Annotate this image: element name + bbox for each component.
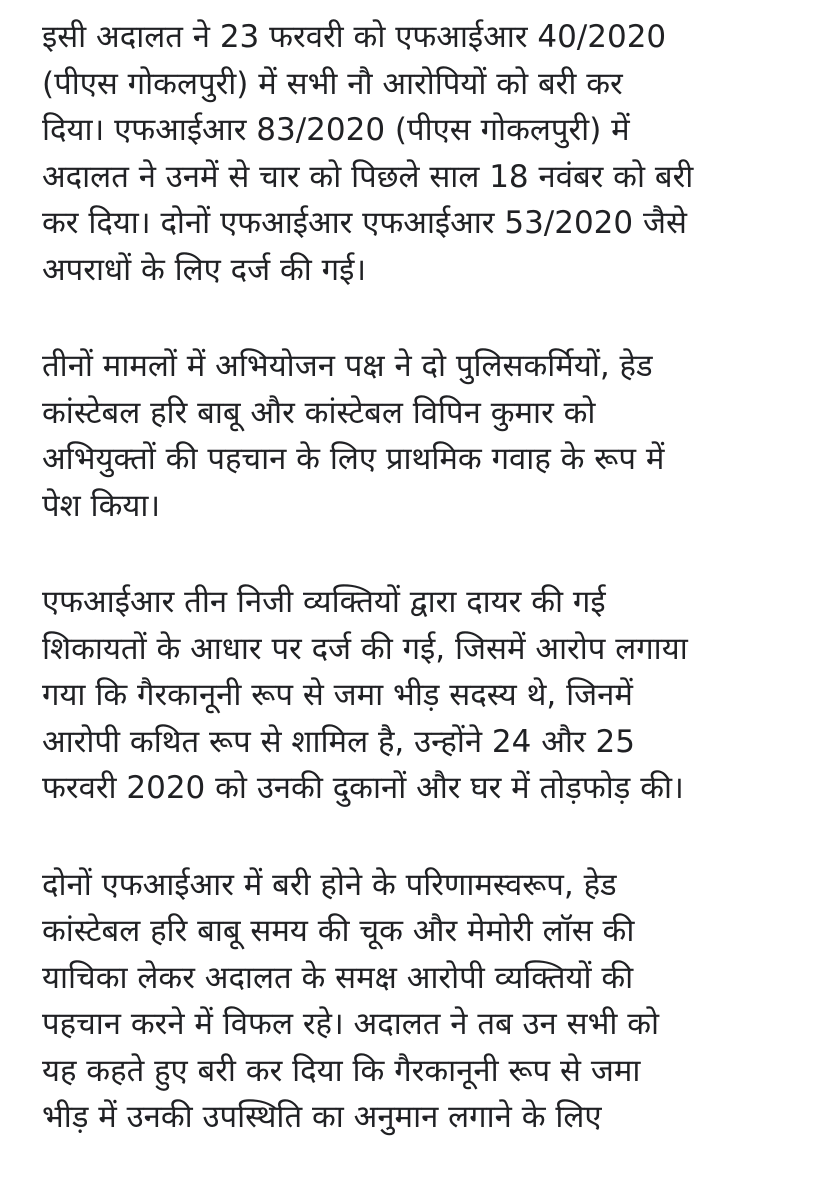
text-line: आरोपी कथित रूप से शामिल है, उन्होंने 24 और 25: [42, 723, 635, 760]
text-line: पहचान करने में विफल रहे। अदालत ने तब उन सभी को: [42, 1006, 660, 1042]
text-line: याचिका लेकर अदालत के समक्ष आरोपी व्यक्तियों की: [42, 959, 634, 996]
text-line: अपराधों के लिए दर्ज की गई।: [42, 251, 367, 288]
text-line: भीड़ में उनकी उपस्थिति का अनुमान लगाने के लिए: [42, 1099, 602, 1135]
text-line: दोनों एफआईआर में बरी होने के परिणामस्वरूप, हेड: [42, 866, 617, 903]
paragraph-3: [42, 579, 802, 812]
text-line: कांस्टेबल हरि बाबू और कांस्टेबल विपिन कुमार को: [42, 394, 596, 431]
text-line: तीनों मामलों में अभियोजन पक्ष ने दो पुलिसकर्मियों, हेड: [42, 348, 653, 384]
text-line: अदालत ने उनमें से चार को पिछले साल 18 नवंबर को बरी: [42, 158, 694, 195]
text-line: फरवरी 2020 को उनकी दुकानों और घर में तोड़फोड़ की।: [42, 770, 684, 806]
article-body: [42, 14, 802, 1191]
text-line: शिकायतों के आधार पर दर्ज की गई, जिसमें आरोप लगाया: [42, 630, 688, 667]
text-line: (पीएस गोकलपुरी) में सभी नौ आरोपियों को बरी कर: [42, 65, 623, 102]
paragraph-1: [42, 14, 802, 293]
text-line: कर दिया। दोनों एफआईआर एफआईआर 53/2020 जैसे: [42, 205, 687, 241]
text-line: अभियुक्तों की पहचान के लिए प्राथमिक गवाह के रूप में: [42, 441, 665, 477]
text-line: यह कहते हुए बरी कर दिया कि गैरकानूनी रूप से जमा: [42, 1052, 641, 1089]
paragraph-2: [42, 343, 802, 529]
text-line: गया कि गैरकानूनी रूप से जमा भीड़ सदस्य थे, जिनमें: [42, 677, 633, 713]
paragraph-4: [42, 862, 802, 1141]
text-line: पेश किया।: [42, 487, 161, 524]
text-line: एफआईआर तीन निजी व्यक्तियों द्वारा दायर की गई: [42, 584, 606, 620]
text-line: दिया। एफआईआर 83/2020 (पीएस गोकलपुरी) में: [42, 112, 630, 148]
text-line: कांस्टेबल हरि बाबू समय की चूक और मेमोरी लॉस की: [42, 913, 635, 949]
text-line: इसी अदालत ने 23 फरवरी को एफआईआर 40/2020: [42, 19, 667, 55]
